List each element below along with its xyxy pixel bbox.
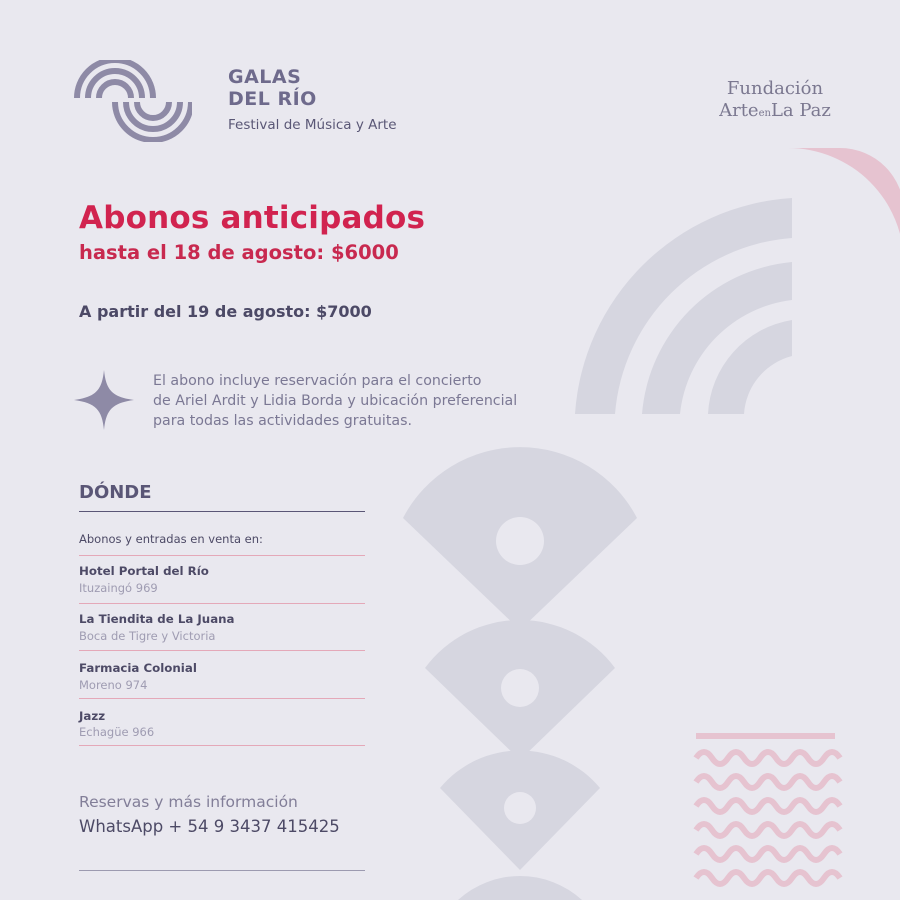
- location-name: Farmacia Colonial: [79, 661, 197, 675]
- sponsor-word-lapaz: La Paz: [770, 100, 831, 121]
- subscription-note: [153, 371, 573, 431]
- list-divider: [79, 745, 365, 746]
- festival-title: [228, 66, 317, 110]
- note-line1: El abono incluye reservación para el concierto: [153, 373, 482, 389]
- footer-divider: [79, 870, 365, 871]
- location-address: Boca de Tigre y Victoria: [79, 629, 216, 643]
- sponsor-word-arte: Arte: [719, 100, 759, 121]
- location-address: Echagüe 966: [79, 725, 155, 739]
- pink-arc-decoration: [788, 148, 900, 264]
- note-line2: de Ariel Ardit y Lidia Borda y ubicación preferencial: [153, 393, 518, 409]
- reservations-title: Reservas y más información: [79, 793, 298, 811]
- early-price: hasta el 18 de agosto: $6000: [79, 241, 399, 264]
- festival-title-line2: DEL RÍO: [228, 88, 317, 110]
- location-address: Moreno 974: [79, 678, 148, 692]
- sponsor-line1: Fundación: [726, 78, 824, 99]
- where-divider: [79, 511, 365, 512]
- list-divider: [79, 698, 365, 699]
- list-divider: [79, 650, 365, 651]
- gray-arcs-decoration: [575, 198, 792, 414]
- sponsor-word-en: en: [758, 108, 771, 119]
- where-heading: DÓNDE: [79, 482, 152, 503]
- sponsor-line2: [690, 100, 860, 125]
- four-point-star-icon: [74, 370, 134, 430]
- location-name: Hotel Portal del Río: [79, 564, 209, 578]
- wave-arcs-icon: [74, 60, 192, 142]
- location-name: La Tiendita de La Juana: [79, 612, 235, 626]
- sponsor-logo: [690, 78, 860, 125]
- festival-title-line1: GALAS: [228, 66, 302, 88]
- festival-subtitle: Festival de Música y Arte: [228, 117, 397, 133]
- location-name: Jazz: [79, 709, 106, 723]
- pricing-headline: Abonos anticipados: [79, 200, 426, 236]
- sales-intro: Abonos y entradas en venta en:: [79, 532, 263, 546]
- whatsapp-contact[interactable]: WhatsApp + 54 9 3437 415425: [79, 817, 340, 836]
- list-divider: [79, 555, 365, 556]
- location-address: Ituzaingó 969: [79, 581, 158, 595]
- list-divider: [79, 603, 365, 604]
- late-price: A partir del 19 de agosto: $7000: [79, 302, 372, 321]
- pink-waves-decoration: [696, 736, 840, 884]
- note-line3: para todas las actividades gratuitas.: [153, 413, 412, 429]
